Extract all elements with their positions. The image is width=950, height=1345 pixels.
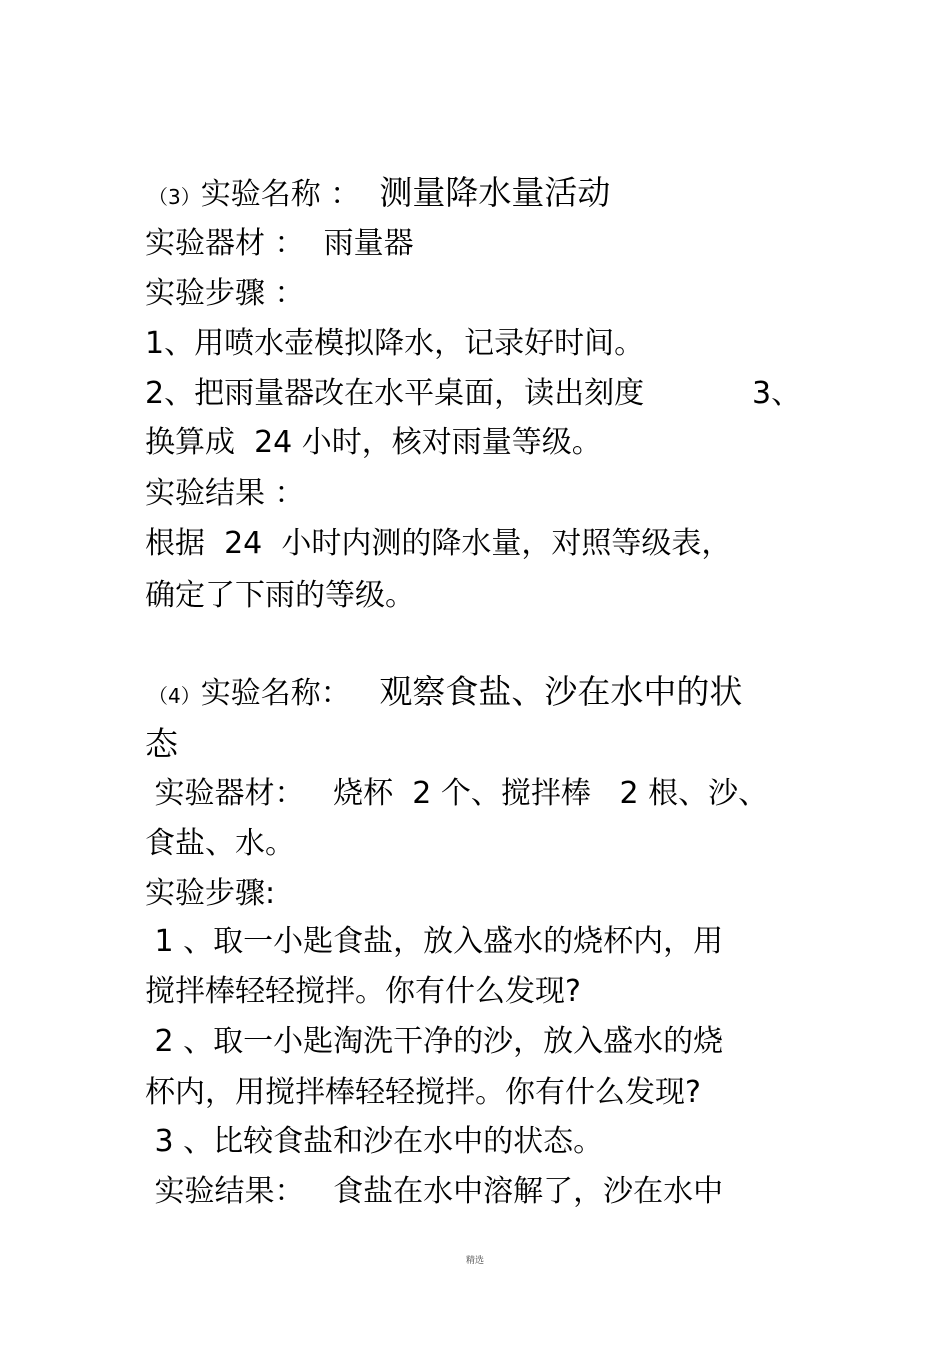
section4-heading-label: 实验名称： <box>200 676 351 711</box>
section3-result-line1: 根据 24 小时内测的降水量，对照等级表， <box>145 526 732 561</box>
section3-step1: 1、用喷水壶模拟降水，记录好时间。 <box>145 326 645 361</box>
section4-step3: 3 、比较食盐和沙在水中的状态。 <box>145 1124 604 1159</box>
section4-materials-line2: 食盐、水。 <box>145 826 295 861</box>
section3-result-line2: 确定了下雨的等级。 <box>145 578 415 613</box>
section3-steps-label: 实验步骤 ： <box>145 276 305 311</box>
section4-result-line1: 实验结果： 食盐在水中溶解了，沙在水中 <box>145 1174 724 1209</box>
section4-step1-line1: 1 、取一小匙食盐，放入盛水的烧杯内，用 <box>145 924 724 959</box>
page-footer: 精选 <box>465 1256 484 1266</box>
section3-step2: 2、把雨量器改在水平桌面，读出刻度 <box>145 376 645 411</box>
section4-steps-label: 实验步骤: <box>145 876 276 911</box>
section4-materials-line1: 实验器材： 烧杯 2 个、搅拌棒 2 根、沙、 <box>145 776 769 811</box>
section3-heading-label: 实验名称 ： <box>200 177 361 212</box>
section3-result-label: 实验结果 ： <box>145 476 305 511</box>
section4-number: （4） <box>148 684 201 708</box>
section4-step2-line1: 2 、取一小匙淘洗干净的沙，放入盛水的烧 <box>145 1024 724 1059</box>
section3-number: （3） <box>148 185 201 209</box>
section4-heading-continued: 态 <box>145 724 178 763</box>
section4-heading-title: 观察食盐、沙在水中的状 <box>379 672 743 711</box>
section4-step1-line2: 搅拌棒轻轻搅拌。你有什么发现? <box>145 974 581 1009</box>
section3-heading <box>148 173 610 217</box>
section3-heading-title: 测量降水量活动 <box>379 173 611 212</box>
section3-step2-continued: 换算成 24 小时，核对雨量等级。 <box>145 425 602 460</box>
section4-step2-line2: 杯内，用搅拌棒轻轻搅拌。你有什么发现? <box>145 1075 701 1110</box>
section3-materials: 实验器材 ： 雨量器 <box>145 226 414 261</box>
section4-heading <box>148 672 742 716</box>
section3-step3-number: 3、 <box>752 376 802 411</box>
